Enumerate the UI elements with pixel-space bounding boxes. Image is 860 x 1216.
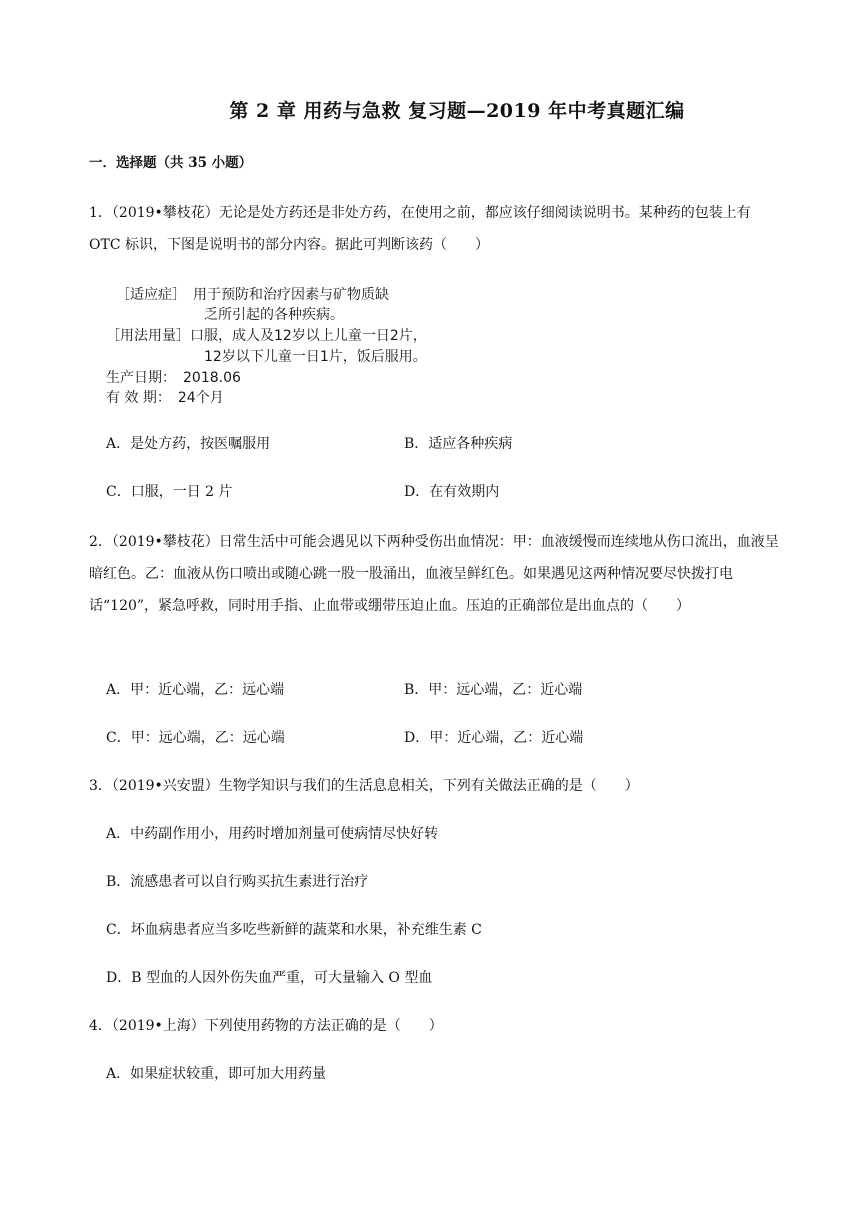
label-line-dosage: ［用法用量］口服，成人及12岁以上儿童一日2片，	[106, 328, 427, 344]
question-3-stem: 3．（2019•兴安盟）生物学知识与我们的生活息息相关，下列有关做法正确的是（ ）	[89, 778, 639, 794]
question-3-option-a: A．中药副作用小，用药时增加剂量可使病情尽快好转	[106, 826, 439, 842]
question-2-option-a: A．甲：近心端，乙：远心端	[106, 682, 285, 698]
medicine-label-image	[106, 282, 456, 412]
question-2-stem: 2．（2019•攀枝花）日常生活中可能会遇见以下两种受伤出血情况：甲：血液缓慢而连续地从伤口流出，血液呈暗红色。乙：血液从伤口喷出或随心跳一股一股涌出，血液呈鲜红色。如果遇见这两种情况要尽快拨打电话“120”，紧急呼救，同时用手指、止血带或绷带压迫止血。压迫的正确部位是出血点的（ ）	[89, 534, 779, 614]
question-4-option-a: A．如果症状较重，即可加大用药量	[106, 1066, 327, 1082]
label-line-production-date: 生产日期： 2018.06	[106, 370, 241, 386]
label-line-dosage-cont: 12岁以下儿童一日1片，饭后服用。	[204, 349, 427, 365]
question-2-option-c: C．甲：远心端，乙：远心端	[106, 730, 285, 746]
question-2-option-d: D．甲：近心端，乙：近心端	[404, 730, 584, 746]
section-heading: 一．选择题（共 35 小题）	[89, 155, 253, 171]
label-line-validity: 有 效 期： 24个月	[106, 390, 224, 406]
question-1-option-a: A．是处方药，按医嘱服用	[106, 436, 271, 452]
question-1-option-b: B．适应各种疾病	[404, 436, 513, 452]
question-3-option-d: D．B 型血的人因外伤失血严重，可大量输入 O 型血	[106, 970, 433, 986]
question-1-option-c: C．口服，一日 2 片	[106, 484, 233, 500]
question-3-option-b: B．流感患者可以自行购买抗生素进行治疗	[106, 874, 369, 890]
question-2-option-b: B．甲：远心端，乙：近心端	[404, 682, 583, 698]
question-1-option-d: D．在有效期内	[404, 484, 500, 500]
question-1-stem: 1．（2019•攀枝花）无论是处方药还是非处方药，在使用之前，都应该仔细阅读说明书。某种药的包装上有 OTC 标识，下图是说明书的部分内容。据此可判断该药（ ）	[89, 205, 751, 253]
label-line-indication-cont: 乏所引起的各种疾病。	[204, 307, 344, 323]
label-line-indication: ［适应症］ 用于预防和治疗因素与矿物质缺	[116, 287, 389, 303]
question-4-stem: 4．（2019•上海）下列使用药物的方法正确的是（ ）	[89, 1018, 443, 1034]
page-title: 第 2 章 用药与急救 复习题—2019 年中考真题汇编	[229, 100, 685, 122]
question-3-option-c: C．坏血病患者应当多吃些新鲜的蔬菜和水果，补充维生素 C	[106, 922, 482, 938]
